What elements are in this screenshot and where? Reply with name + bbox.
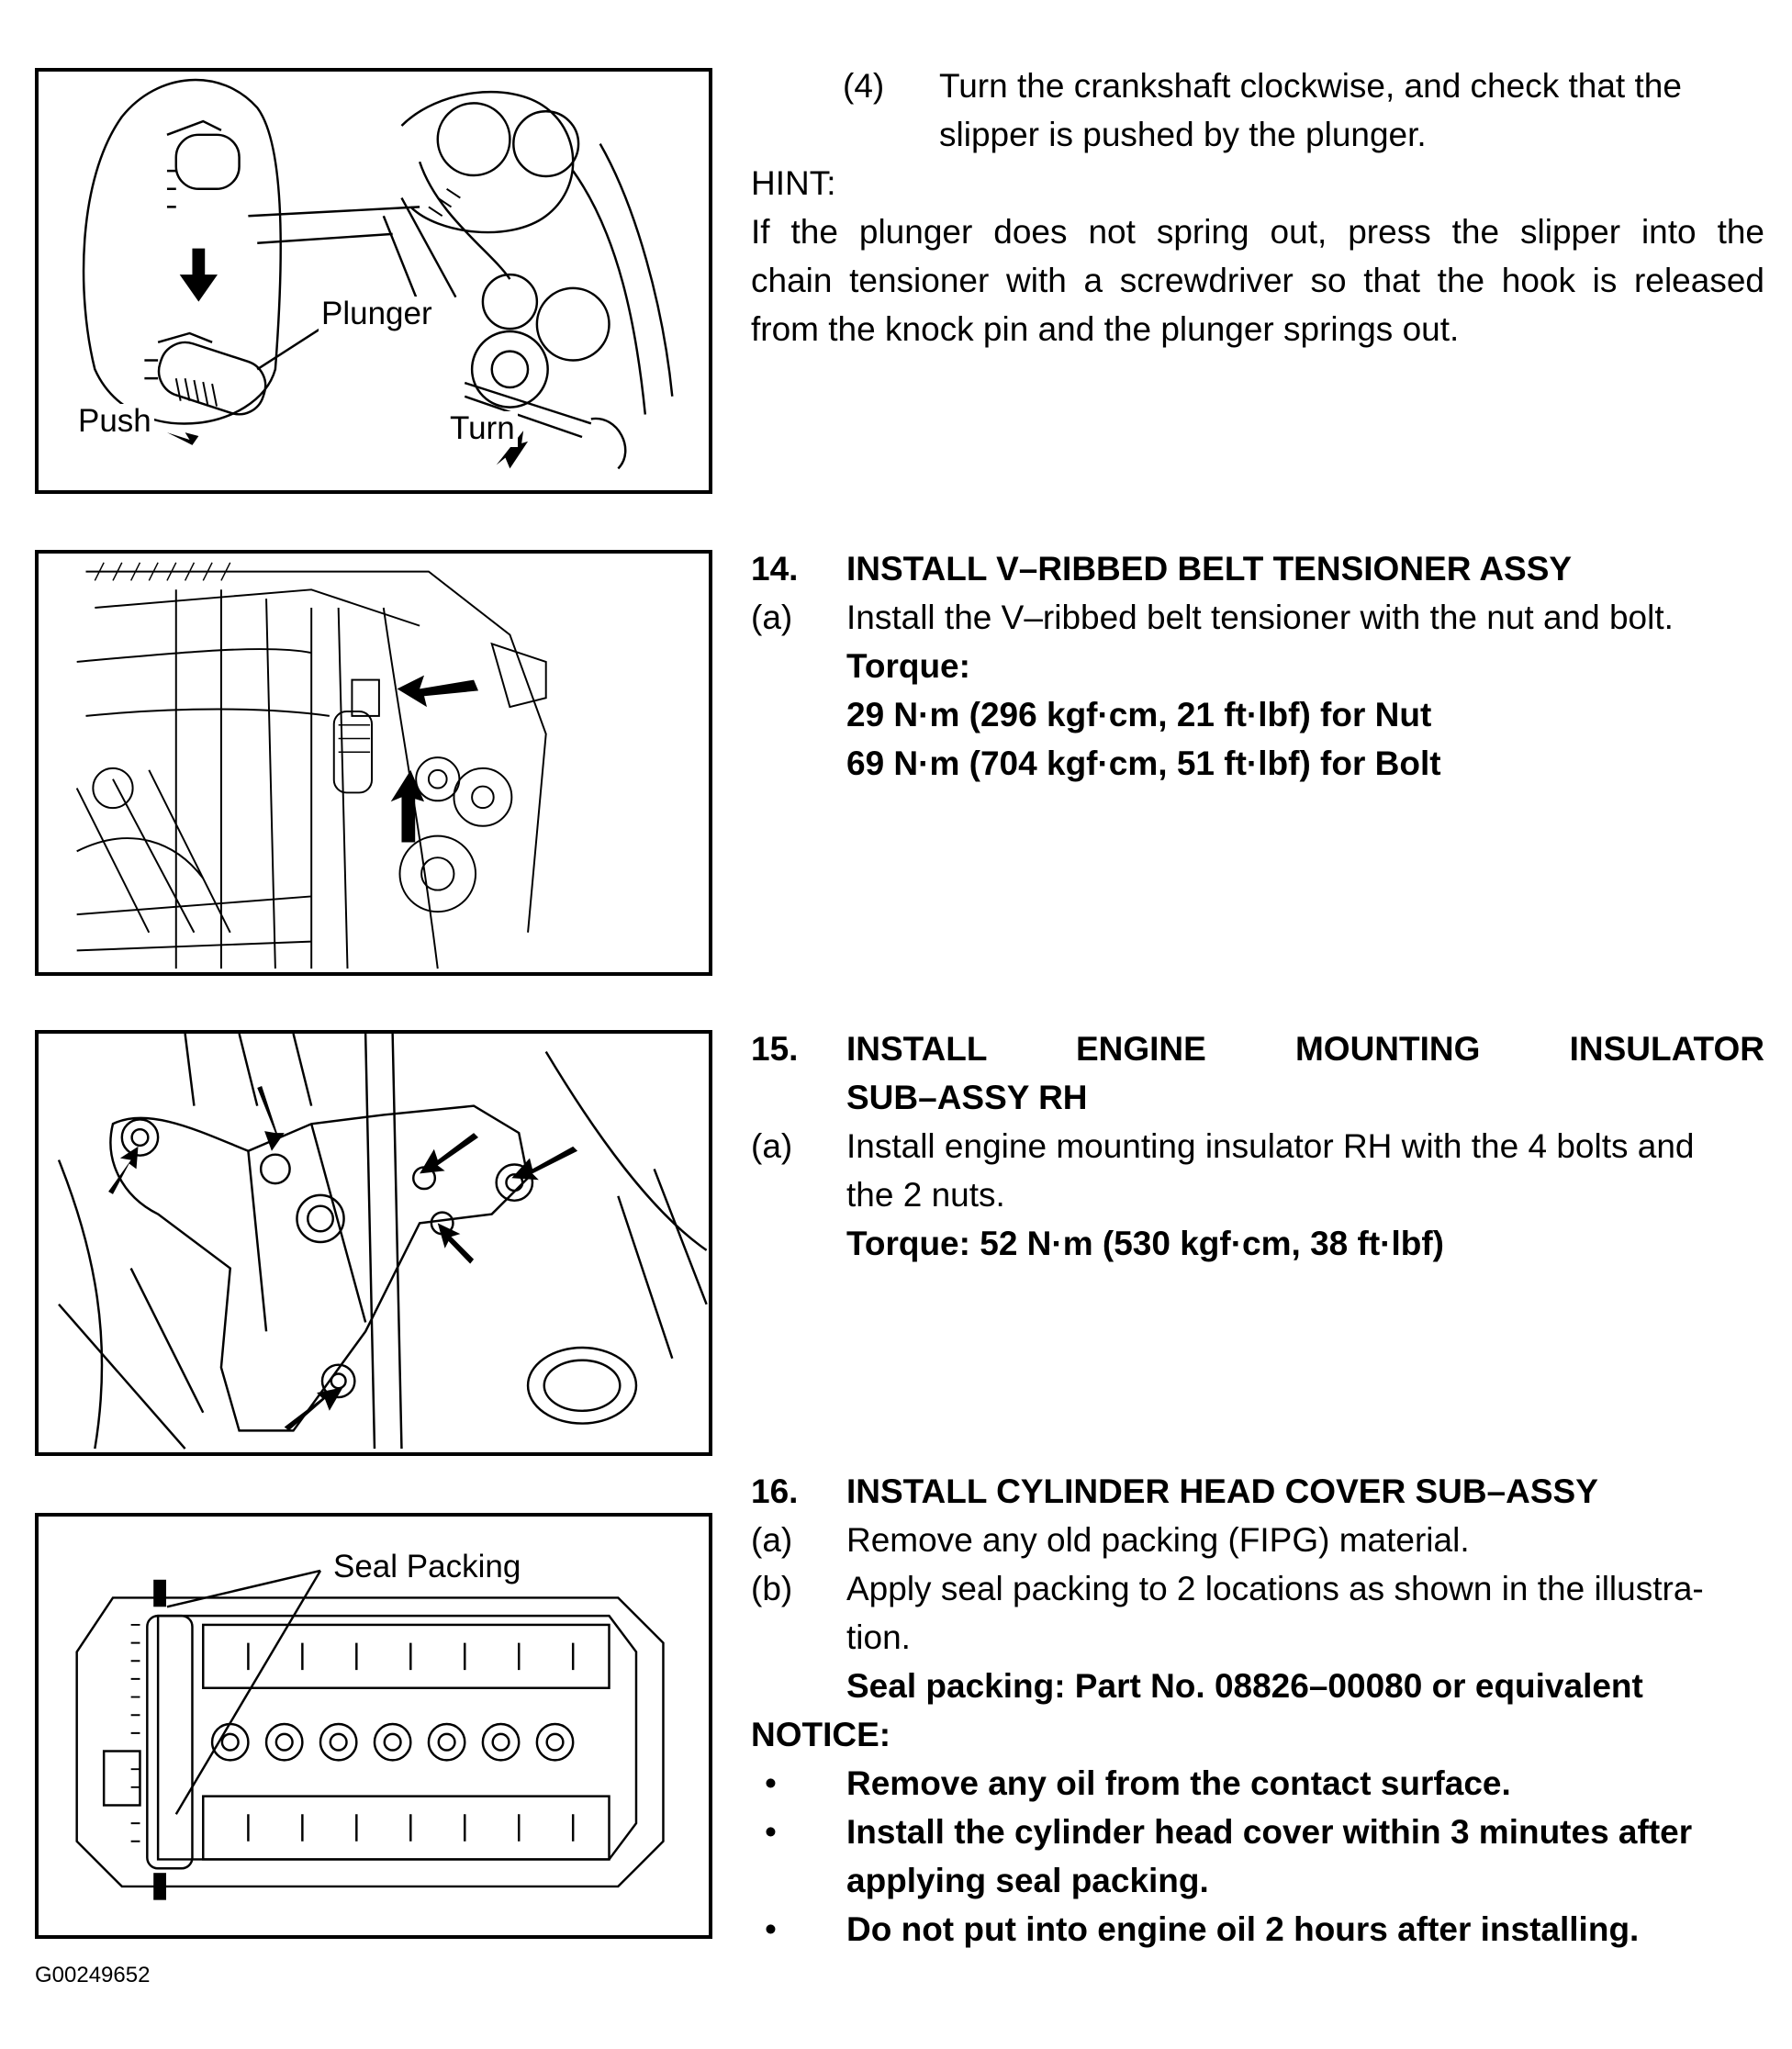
- s14-torque-label: Torque:: [846, 647, 970, 685]
- hint-line2: chain tensioner with a screwdriver so that the hook is released: [751, 262, 1764, 299]
- s16-b-line1: Apply seal packing to 2 locations as shown in the illustra-: [846, 1570, 1704, 1607]
- s14-title: INSTALL V–RIBBED BELT TENSIONER ASSY: [846, 550, 1573, 588]
- notice-item-2-line1: Install the cylinder head cover within 3 minutes after: [846, 1813, 1693, 1851]
- figure-seal-packing: [35, 1513, 712, 1939]
- label-turn: Turn: [447, 411, 518, 447]
- step4-line2: slipper is pushed by the plunger.: [939, 116, 1427, 153]
- belt-tensioner-illustration: [39, 554, 709, 972]
- s14-torque-nut: 29 N·m (296 kgf·cm, 21 ft·lbf) for Nut: [846, 696, 1432, 733]
- s16-number: 16.: [751, 1472, 799, 1510]
- hint-label: HINT:: [751, 164, 836, 202]
- s15-title-line2: SUB–ASSY RH: [846, 1079, 1088, 1116]
- hint-line1: If the plunger does not spring out, press the slipper into the: [751, 213, 1764, 251]
- notice-item-1: Remove any oil from the contact surface.: [846, 1764, 1511, 1802]
- s14-torque-bolt: 69 N·m (704 kgf·cm, 51 ft·lbf) for Bolt: [846, 745, 1441, 782]
- figure-engine-mount: [35, 1030, 712, 1456]
- label-push: Push: [75, 404, 154, 440]
- s15-title-line1: INSTALL ENGINE MOUNTING INSULATOR: [846, 1030, 1764, 1068]
- s15-a-line2: the 2 nuts.: [846, 1176, 1005, 1214]
- s16-b-line2: tion.: [846, 1618, 911, 1656]
- s16-a-label: (a): [751, 1521, 793, 1559]
- label-seal-packing: Seal Packing: [330, 1550, 523, 1585]
- s16-notice-label: NOTICE:: [751, 1716, 891, 1753]
- hint-line3: from the knock pin and the plunger springs out.: [751, 310, 1460, 348]
- s16-title: INSTALL CYLINDER HEAD COVER SUB–ASSY: [846, 1472, 1598, 1510]
- s16-b-label: (b): [751, 1570, 793, 1607]
- s15-a-line1: Install engine mounting insulator RH with the 4 bolts and: [846, 1127, 1695, 1165]
- engine-mount-illustration: [39, 1034, 709, 1452]
- label-plunger: Plunger: [319, 297, 435, 332]
- figure-belt-tensioner: [35, 550, 712, 976]
- s14-a-text: Install the V–ribbed belt tensioner with the nut and bolt.: [846, 599, 1674, 636]
- bullet: •: [765, 1764, 777, 1802]
- notice-item-3: Do not put into engine oil 2 hours after installing.: [846, 1910, 1640, 1948]
- bullet: •: [765, 1910, 777, 1948]
- s16-a-text: Remove any old packing (FIPG) material.: [846, 1521, 1470, 1559]
- s14-a-label: (a): [751, 599, 793, 636]
- s15-torque: Torque: 52 N·m (530 kgf·cm, 38 ft·lbf): [846, 1225, 1445, 1262]
- s15-number: 15.: [751, 1030, 799, 1068]
- figure-chain-tensioner: [35, 68, 712, 494]
- step4-number: (4): [843, 67, 885, 105]
- s14-number: 14.: [751, 550, 799, 588]
- s16-seal-packing-spec: Seal packing: Part No. 08826–00080 or equivalent: [846, 1667, 1643, 1705]
- document-id: G00249652: [35, 1963, 151, 1987]
- step4-line1: Turn the crankshaft clockwise, and check that the: [939, 67, 1682, 105]
- notice-item-2-line2: applying seal packing.: [846, 1862, 1209, 1899]
- bullet: •: [765, 1813, 777, 1851]
- s15-a-label: (a): [751, 1127, 793, 1165]
